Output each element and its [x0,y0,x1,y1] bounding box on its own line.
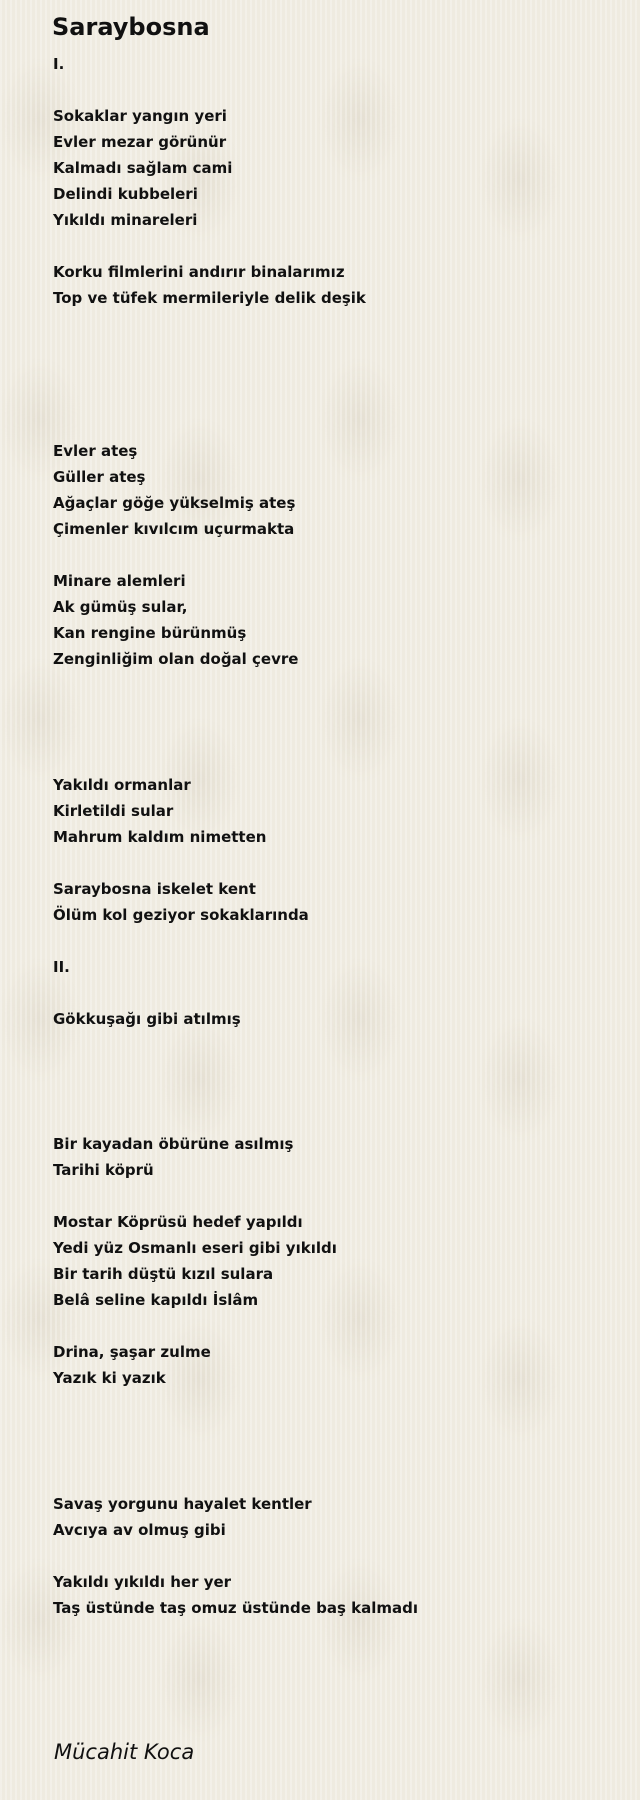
poem-line: Kan rengine bürünmüş [53,624,247,642]
poem-line: Ağaçlar göğe yükselmiş ateş [53,494,296,512]
poem-line: Top ve tüfek mermileriyle delik deşik [53,289,366,307]
poem-line: Savaş yorgunu hayalet kentler [53,1495,312,1513]
poem-line: Bir kayadan öbürüne asılmış [53,1135,294,1153]
poem-line: Yazık ki yazık [53,1369,166,1387]
poem-line: Korku filmlerini andırır binalarımız [53,263,345,281]
poem-line: Drina, şaşar zulme [53,1343,211,1361]
poem-line: I. [53,55,65,73]
poem-line: Saraybosna iskelet kent [53,880,256,898]
poem-line: Evler mezar görünür [53,133,227,151]
poem-line: Güller ateş [53,468,146,486]
poem-line: Belâ seline kapıldı İslâm [53,1291,259,1309]
poem-line: Yakıldı yıkıldı her yer [53,1573,232,1591]
poem-line: Evler ateş [53,442,138,460]
poem-line: Minare alemleri [53,572,186,590]
poem-line: Yedi yüz Osmanlı eseri gibi yıkıldı [53,1239,337,1257]
poem-line: Çimenler kıvılcım uçurmakta [53,520,295,538]
poem-line: Yakıldı ormanlar [53,776,191,794]
poem-line: Mostar Köprüsü hedef yapıldı [53,1213,303,1231]
poem-line: II. [53,958,70,976]
poem-line: Bir tarih düştü kızıl sulara [53,1265,274,1283]
poem-line: Zenginliğim olan doğal çevre [53,650,299,668]
poem-title: Saraybosna [52,13,210,41]
poem-line: Tarihi köprü [53,1161,154,1179]
poem-line: Yıkıldı minareleri [53,211,198,229]
poem-line: Kirletildi sular [53,802,174,820]
poem-line: Delindi kubbeleri [53,185,198,203]
poem-line: Avcıya av olmuş gibi [53,1521,226,1539]
poem-line: Mahrum kaldım nimetten [53,828,267,846]
poem-author: Mücahit Koca [54,1740,195,1764]
poem-line: Kalmadı sağlam cami [53,159,233,177]
poem-line: Taş üstünde taş omuz üstünde baş kalmadı [53,1599,418,1617]
poem-line: Gökkuşağı gibi atılmış [53,1010,241,1028]
poem-line: Sokaklar yangın yeri [53,107,227,125]
poem-line: Ölüm kol geziyor sokaklarında [53,906,309,924]
poem-line: Ak gümüş sular, [53,598,188,616]
